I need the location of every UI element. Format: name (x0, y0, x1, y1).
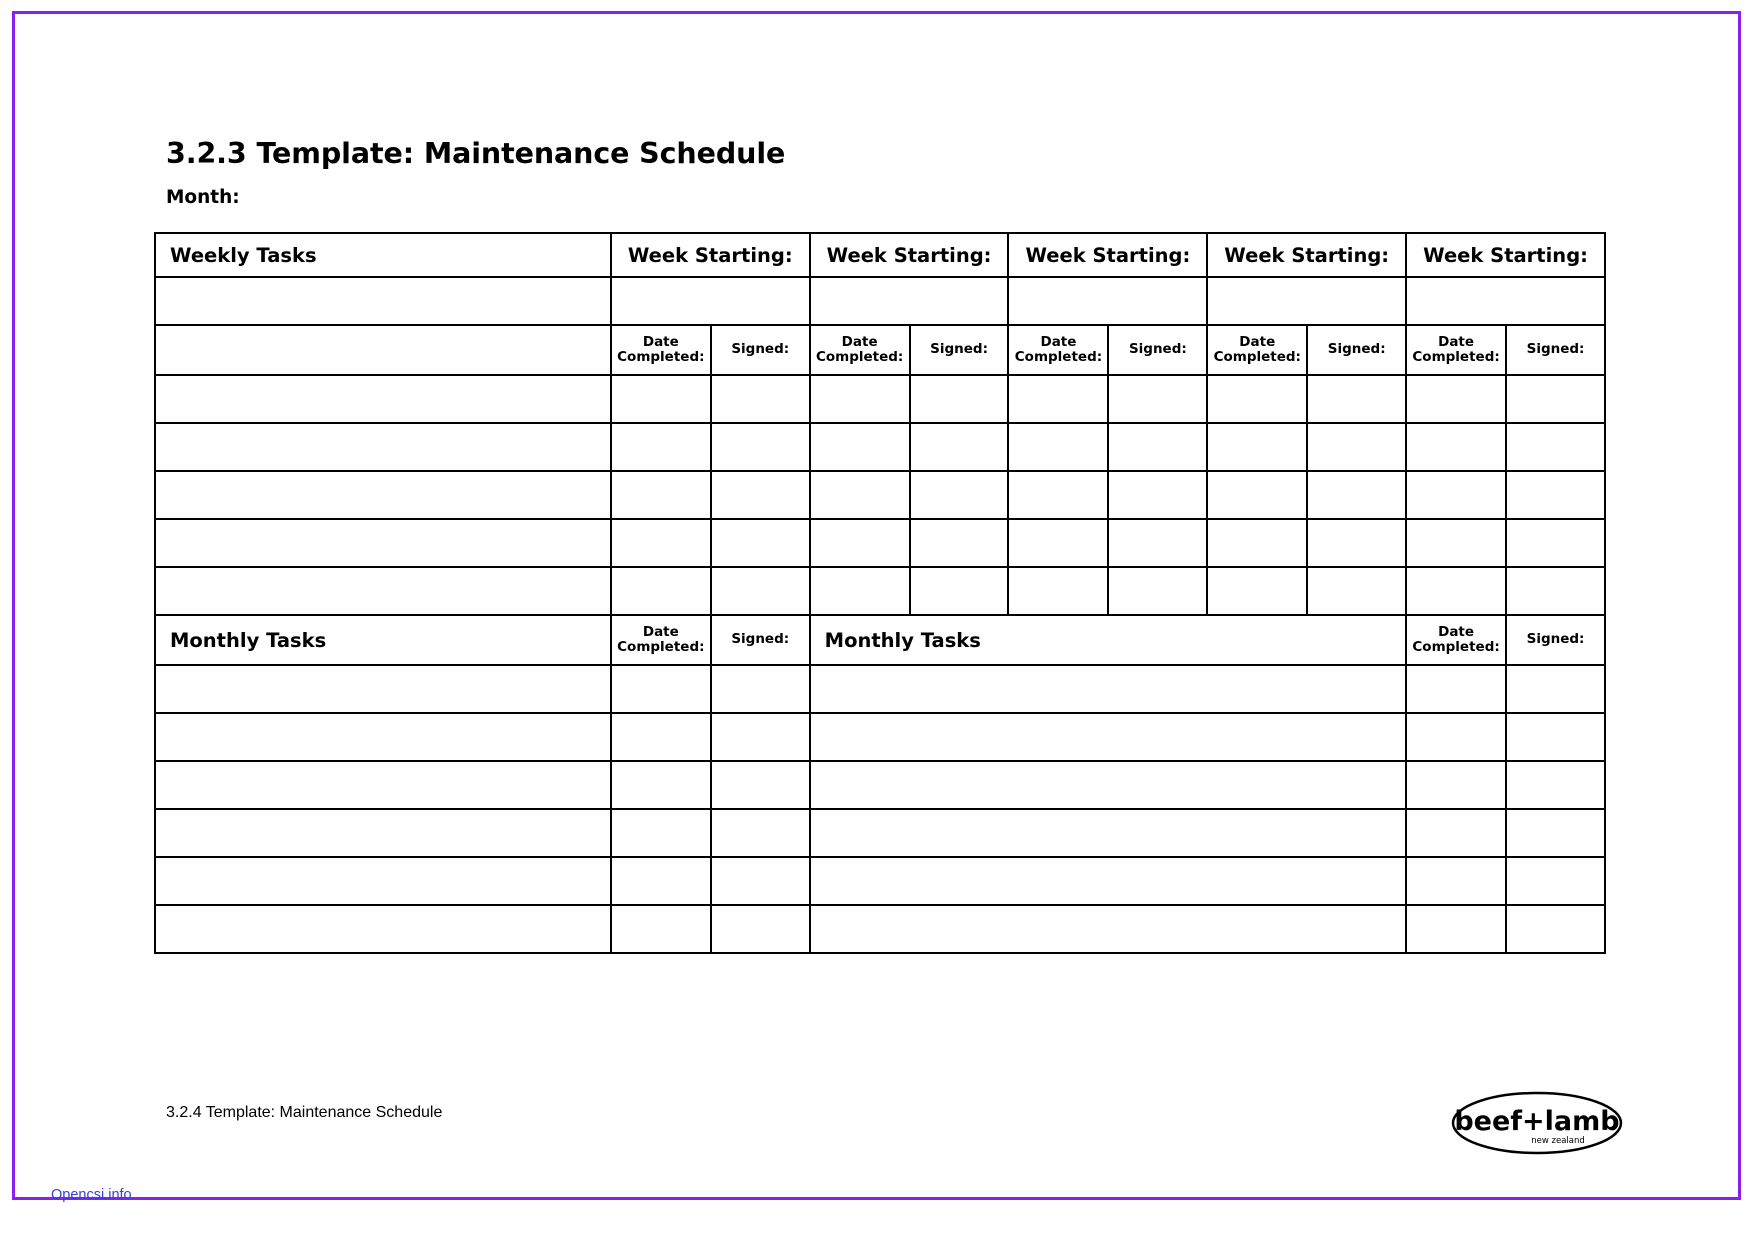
monthly-signed-cell-right[interactable] (1506, 761, 1605, 809)
monthly-signed-cell-right[interactable] (1506, 809, 1605, 857)
signed-label-4: Signed: (1327, 341, 1386, 358)
weekly-signed-cell[interactable] (711, 375, 810, 423)
monthly-task-name-cell-right[interactable] (810, 809, 1406, 857)
week-date-entry-4[interactable] (1207, 277, 1406, 325)
monthly-date-cell-left[interactable] (611, 665, 711, 713)
monthly-task-name-cell-left[interactable] (155, 809, 611, 857)
weekly-date-cell[interactable] (1207, 375, 1307, 423)
week-starting-label-4: Week Starting: (1224, 243, 1390, 267)
week-starting-header-2 (810, 233, 1009, 277)
weekly-date-cell[interactable] (1008, 375, 1108, 423)
monthly-date-cell-left[interactable] (611, 905, 711, 953)
week-starting-label-1: Week Starting: (627, 243, 793, 267)
weekly-date-cell[interactable] (810, 567, 910, 615)
monthly-signed-cell-left[interactable] (711, 761, 810, 809)
monthly-task-name-cell-right[interactable] (810, 665, 1406, 713)
table-row (155, 713, 1605, 761)
week-starting-label-5: Week Starting: (1423, 243, 1588, 267)
date-completed-header-5 (1406, 325, 1506, 375)
maintenance-schedule-table (154, 232, 1606, 954)
monthly-signed-label-left: Signed: (731, 631, 790, 648)
table-row (155, 809, 1605, 857)
weekly-signed-cell[interactable] (1307, 519, 1406, 567)
weekly-date-cell[interactable] (611, 375, 711, 423)
date-completed-label-5: Date Completed: (1412, 333, 1500, 365)
blank-task-cell[interactable] (155, 277, 611, 325)
weekly-date-cell[interactable] (810, 519, 910, 567)
weekly-signed-cell[interactable] (711, 471, 810, 519)
weekly-date-cell[interactable] (1207, 423, 1307, 471)
month-label: Month: (166, 187, 240, 208)
week-starting-header-1 (611, 233, 810, 277)
week-date-entry-2[interactable] (810, 277, 1009, 325)
monthly-date-cell-left[interactable] (611, 761, 711, 809)
signed-header-4 (1307, 325, 1406, 375)
monthly-date-cell-right[interactable] (1406, 713, 1506, 761)
weekly-tasks-label: Weekly Tasks (170, 243, 317, 267)
weekly-signed-cell[interactable] (1506, 471, 1605, 519)
monthly-date-cell-right[interactable] (1406, 905, 1506, 953)
table-row (155, 423, 1605, 471)
svg-text:beef+lamb: beef+lamb (1454, 1106, 1620, 1137)
week-date-entry-5[interactable] (1406, 277, 1605, 325)
signed-label-5: Signed: (1526, 341, 1585, 358)
monthly-task-name-cell-left[interactable] (155, 905, 611, 953)
weekly-signed-cell[interactable] (1108, 375, 1207, 423)
weekly-signed-cell[interactable] (1108, 471, 1207, 519)
weekly-date-cell[interactable] (611, 423, 711, 471)
monthly-tasks-header-row (155, 615, 1605, 665)
weekly-date-cell[interactable] (1207, 471, 1307, 519)
weekly-signed-cell[interactable] (711, 519, 810, 567)
monthly-signed-label-right: Signed: (1526, 631, 1585, 648)
weekly-signed-cell[interactable] (1506, 519, 1605, 567)
monthly-signed-cell-right[interactable] (1506, 857, 1605, 905)
monthly-tasks-header-right-cell (810, 615, 1406, 665)
weekly-signed-cell[interactable] (711, 423, 810, 471)
table-row (155, 665, 1605, 713)
monthly-task-name-cell-left[interactable] (155, 665, 611, 713)
weekly-signed-cell[interactable] (1506, 567, 1605, 615)
weekly-signed-cell[interactable] (1108, 423, 1207, 471)
monthly-task-name-cell-left[interactable] (155, 761, 611, 809)
monthly-signed-cell-left[interactable] (711, 857, 810, 905)
weekly-date-cell[interactable] (1008, 423, 1108, 471)
date-completed-header-3 (1008, 325, 1108, 375)
date-completed-label-2: Date Completed: (815, 333, 904, 365)
monthly-signed-cell-left[interactable] (711, 809, 810, 857)
monthly-date-cell-left[interactable] (611, 713, 711, 761)
signed-label-1: Signed: (731, 341, 790, 358)
weekly-date-cell[interactable] (1406, 471, 1506, 519)
weekly-date-cell[interactable] (810, 471, 910, 519)
svg-text:new zealand: new zealand (1531, 1136, 1585, 1146)
weekly-date-cell[interactable] (1207, 519, 1307, 567)
page-title: 3.2.3 Template: Maintenance Schedule (166, 137, 786, 170)
weekly-signed-cell[interactable] (1307, 423, 1406, 471)
weekly-date-cell[interactable] (1406, 567, 1506, 615)
watermark-text: Opencsi.info (51, 1187, 132, 1203)
weekly-signed-cell[interactable] (1307, 471, 1406, 519)
table-header-row (155, 233, 1605, 277)
monthly-date-completed-header-left (611, 615, 711, 665)
date-completed-label-3: Date Completed: (1014, 333, 1103, 365)
beef-lamb-logo-icon (1448, 1085, 1626, 1161)
weekly-task-name-cell[interactable] (155, 423, 611, 471)
weekly-date-cell[interactable] (1008, 471, 1108, 519)
table-row (155, 567, 1605, 615)
date-completed-label-4: Date Completed: (1213, 333, 1301, 365)
monthly-date-completed-label-right: Date Completed: (1412, 623, 1500, 655)
week-starting-label-2: Week Starting: (826, 243, 992, 267)
weekly-task-name-cell[interactable] (155, 519, 611, 567)
monthly-signed-cell-right[interactable] (1506, 905, 1605, 953)
monthly-date-completed-header-right (1406, 615, 1506, 665)
monthly-signed-cell-left[interactable] (711, 905, 810, 953)
table-row (155, 375, 1605, 423)
date-completed-header-4 (1207, 325, 1307, 375)
weekly-signed-cell[interactable] (910, 423, 1009, 471)
weekly-date-cell[interactable] (1008, 519, 1108, 567)
weekly-signed-cell[interactable] (1307, 375, 1406, 423)
monthly-signed-cell-right[interactable] (1506, 713, 1605, 761)
beef-lamb-logo (1448, 1085, 1626, 1161)
weekly-signed-cell[interactable] (711, 567, 810, 615)
weekly-date-cell[interactable] (1406, 423, 1506, 471)
weekly-signed-cell[interactable] (910, 519, 1009, 567)
weekly-date-cell[interactable] (611, 519, 711, 567)
table-row (155, 905, 1605, 953)
weekly-signed-cell[interactable] (1108, 519, 1207, 567)
week-starting-label-3: Week Starting: (1025, 243, 1191, 267)
week-starting-header-5 (1406, 233, 1605, 277)
table-row (155, 857, 1605, 905)
weekly-signed-cell[interactable] (910, 471, 1009, 519)
weekly-task-name-cell[interactable] (155, 375, 611, 423)
table-row (155, 761, 1605, 809)
table-row (155, 471, 1605, 519)
weekly-date-cell[interactable] (611, 567, 711, 615)
document-body (154, 137, 1606, 954)
monthly-task-name-cell-right[interactable] (810, 713, 1406, 761)
footer-note: 3.2.4 Template: Maintenance Schedule (166, 1104, 443, 1121)
page-canvas (18, 17, 1735, 1203)
page-border (12, 11, 1741, 1203)
monthly-tasks-label-left: Monthly Tasks (170, 628, 327, 652)
signed-header-5 (1506, 325, 1605, 375)
week-date-entry-1[interactable] (611, 277, 810, 325)
monthly-date-cell-left[interactable] (611, 857, 711, 905)
week-date-entry-3[interactable] (1008, 277, 1207, 325)
weekly-date-cell[interactable] (810, 375, 910, 423)
weekly-task-name-cell[interactable] (155, 471, 611, 519)
weekly-signed-cell[interactable] (1307, 567, 1406, 615)
signed-header-1 (711, 325, 810, 375)
signed-label-2: Signed: (930, 341, 988, 358)
weekly-signed-cell[interactable] (910, 375, 1009, 423)
weekly-task-name-cell[interactable] (155, 567, 611, 615)
weekly-tasks-header-cell (155, 233, 611, 277)
week-starting-header-3 (1008, 233, 1207, 277)
weekly-date-cell[interactable] (1406, 519, 1506, 567)
weekly-date-cell[interactable] (1406, 375, 1506, 423)
weekly-date-cell[interactable] (611, 471, 711, 519)
table-row (155, 519, 1605, 567)
week-starting-entry-row (155, 277, 1605, 325)
monthly-signed-header-right (1506, 615, 1605, 665)
monthly-tasks-label-right: Monthly Tasks (824, 628, 981, 652)
monthly-date-completed-label-left: Date Completed: (617, 623, 705, 655)
monthly-date-cell-right[interactable] (1406, 809, 1506, 857)
monthly-date-cell-right[interactable] (1406, 857, 1506, 905)
subheader-blank-cell (155, 325, 611, 375)
monthly-tasks-header-left-cell (155, 615, 611, 665)
weekly-date-cell[interactable] (1207, 567, 1307, 615)
monthly-signed-header-left (711, 615, 810, 665)
monthly-task-name-cell-right[interactable] (810, 857, 1406, 905)
monthly-signed-cell-left[interactable] (711, 665, 810, 713)
weekly-signed-cell[interactable] (1506, 375, 1605, 423)
monthly-signed-cell-right[interactable] (1506, 665, 1605, 713)
week-starting-header-4 (1207, 233, 1406, 277)
signed-header-2 (910, 325, 1009, 375)
monthly-date-cell-right[interactable] (1406, 665, 1506, 713)
monthly-task-name-cell-left[interactable] (155, 713, 611, 761)
monthly-task-name-cell-left[interactable] (155, 857, 611, 905)
weekly-date-cell[interactable] (1008, 567, 1108, 615)
table-subheader-row (155, 325, 1605, 375)
weekly-signed-cell[interactable] (1506, 423, 1605, 471)
monthly-date-cell-left[interactable] (611, 809, 711, 857)
weekly-date-cell[interactable] (810, 423, 910, 471)
weekly-signed-cell[interactable] (1108, 567, 1207, 615)
monthly-date-cell-right[interactable] (1406, 761, 1506, 809)
date-completed-header-1 (611, 325, 711, 375)
weekly-signed-cell[interactable] (910, 567, 1009, 615)
date-completed-label-1: Date Completed: (617, 333, 705, 365)
monthly-signed-cell-left[interactable] (711, 713, 810, 761)
signed-header-3 (1108, 325, 1207, 375)
date-completed-header-2 (810, 325, 910, 375)
monthly-task-name-cell-right[interactable] (810, 905, 1406, 953)
monthly-task-name-cell-right[interactable] (810, 761, 1406, 809)
signed-label-3: Signed: (1128, 341, 1187, 358)
